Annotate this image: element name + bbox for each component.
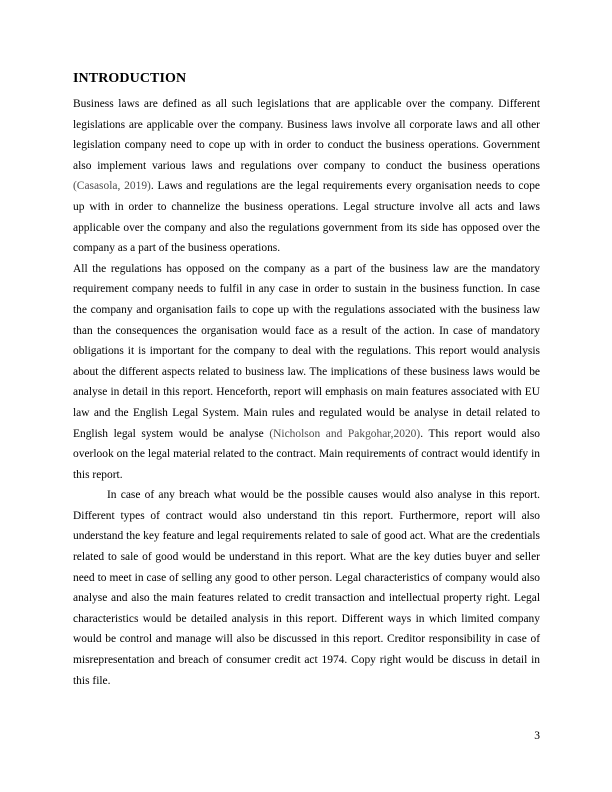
paragraph-1-text-a: Business laws are defined as all such legislations that are applicable over the company. Different legislations are applicable over the company. Business laws involve all corporate laws and all other legislation company need to cope up with in order to conduct the business operations. Government also implement various laws and regulations over company to conduct the business operations xyxy=(73,98,540,172)
paragraph-1-text-b: . Laws and regulations are the legal requirements every organisation needs to cope up with in order to channelize the business operations. Legal structure involve all acts and laws applicable over the company and also the regulations government from its side has opposed over the company as a part of the business operations. xyxy=(73,180,540,255)
citation-nicholson-pakgohar: (Nicholson and Pakgohar,2020) xyxy=(269,427,421,440)
paragraph-3: In case of any breach what would be the possible causes would also analyse in this report. Different types of contract would also understand tin this report. Furthermore, report will also understand the key feature and legal requirements related to sale of good act. What are the credentials related to sale of good would be understand in this report. What are the key duties buyer and seller need to meet in case of selling any good to other person. Legal characteristics of company would also analyse and also the main features related to credit transaction and intellectual property right. Legal characteristics would be detailed analysis in this report. Different ways in which limited company would be control and manage will also be discussed in this report. Creditor responsibility in case of misrepresentation and breach of consumer credit act 1974. Copy right would be discuss in detail in this file. xyxy=(73,489,540,687)
citation-casasola: (Casasola, 2019) xyxy=(73,180,151,193)
paragraph-2-text-a: All the regulations has opposed on the company as a part of the business law are the mandatory requirement company needs to fulfil in any case in order to sustain in the business function. In case the company and organisation fails to cope up with the regulations associated with the business law than the consequences the organisation would face as a result of the action. In case of mandatory obligations it is important for the company to deal with the regulations. This report would analysis about the different aspects related to business law. The implications of these business laws would be analyse in detail in this report. Henceforth, report will emphasis on main features associated with EU law and the English Legal System. Main rules and regulated would be analyse in detail related to English legal system would be analyse xyxy=(73,262,540,440)
body-text xyxy=(73,94,540,691)
page-number: 3 xyxy=(534,730,540,742)
section-heading: INTRODUCTION xyxy=(73,71,187,86)
paragraph-1 xyxy=(73,94,540,259)
paragraph-2 xyxy=(73,259,540,486)
paragraph-2-text-b: . This report would also overlook on the legal material related to the contract. Main requirements of contract would identify in this report. xyxy=(73,427,540,481)
